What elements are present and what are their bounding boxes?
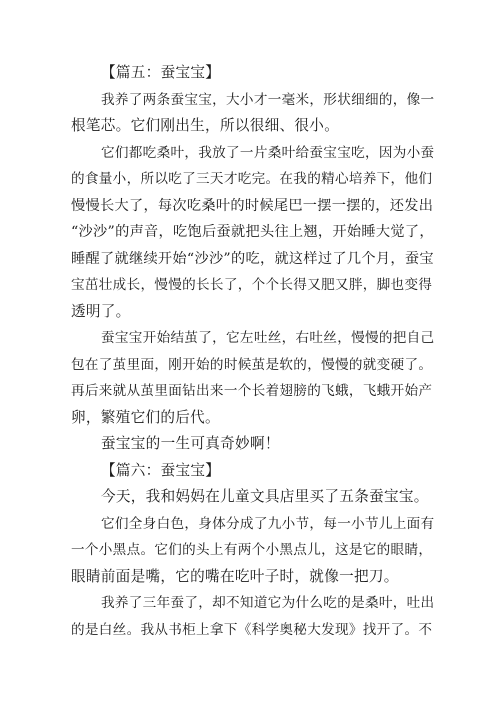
paragraph-line: 它们全身白色，身体分成了九小节，每一小节儿上面有 <box>101 515 435 532</box>
paragraph-line: 的食量小，所以吃了三天才吃完。在我的精心培养下，他们 <box>71 171 433 187</box>
section-heading-5: 【篇五：蚕宝宝】 <box>101 64 221 81</box>
paragraph-line: 眼睛前面是嘴，它的嘴在吃叶子时，就像一把刀。 <box>71 567 399 585</box>
paragraph-line: 再后来就从茧里面钻出来一个长着翅膀的飞蛾，飞蛾开始产 <box>71 383 433 399</box>
paragraph-line: “沙沙”的声音，吃饱后蚕就把头往上翘，开始睡大觉了， <box>71 224 434 240</box>
paragraph-line: 透明了。 <box>71 302 131 320</box>
paragraph-line: 宝茁壮成长，慢慢的长长了，个个长得又肥又胖，脚也变得 <box>71 277 433 293</box>
paragraph-line: 我养了两条蚕宝宝，大小才一毫米，形状细细的，像一 <box>101 91 435 108</box>
paragraph-line: 睡醒了就继续开始“沙沙”的吃，就这样过了几个月，蚕宝 <box>71 250 434 267</box>
paragraph-line: 我养了三年蚕了，却不知道它为什么吃的是桑叶，吐出 <box>101 595 435 611</box>
paragraph-line: 一个小黑点。它们的头上有两个小黑点儿，这是它的眼睛， <box>71 542 433 558</box>
document-body <box>71 60 435 643</box>
paragraph-line: 今天，我和妈妈在儿童文具店里买了五条蚕宝宝。 <box>101 488 429 505</box>
paragraph-line: 蚕宝宝开始结茧了，它左吐丝，右吐丝，慢慢的把自己 <box>101 330 435 346</box>
paragraph-line: 它们都吃桑叶，我放了一片桑叶给蚕宝宝吃，因为小蚕 <box>101 144 435 161</box>
paragraph-line: 根笔芯。它们刚出生，所以很细、很小。 <box>71 117 340 134</box>
paragraph-line: 慢慢长大了，每次吃桑叶的时候尾巴一摆一摆的，还发出 <box>71 197 434 214</box>
paragraph-line: 的是白丝。我从书柜上拿下《科学奥秘大发现》找开了。不 <box>71 621 433 638</box>
paragraph-line: 包在了茧里面，刚开始的时候茧是软的，慢慢的就变硬了。 <box>71 356 433 373</box>
section-heading-6: 【篇六：蚕宝宝】 <box>101 461 221 479</box>
paragraph-line: 卵，繁殖它们的后代。 <box>71 408 220 426</box>
paragraph-line: 蚕宝宝的一生可真奇妙啊！ <box>101 435 280 452</box>
